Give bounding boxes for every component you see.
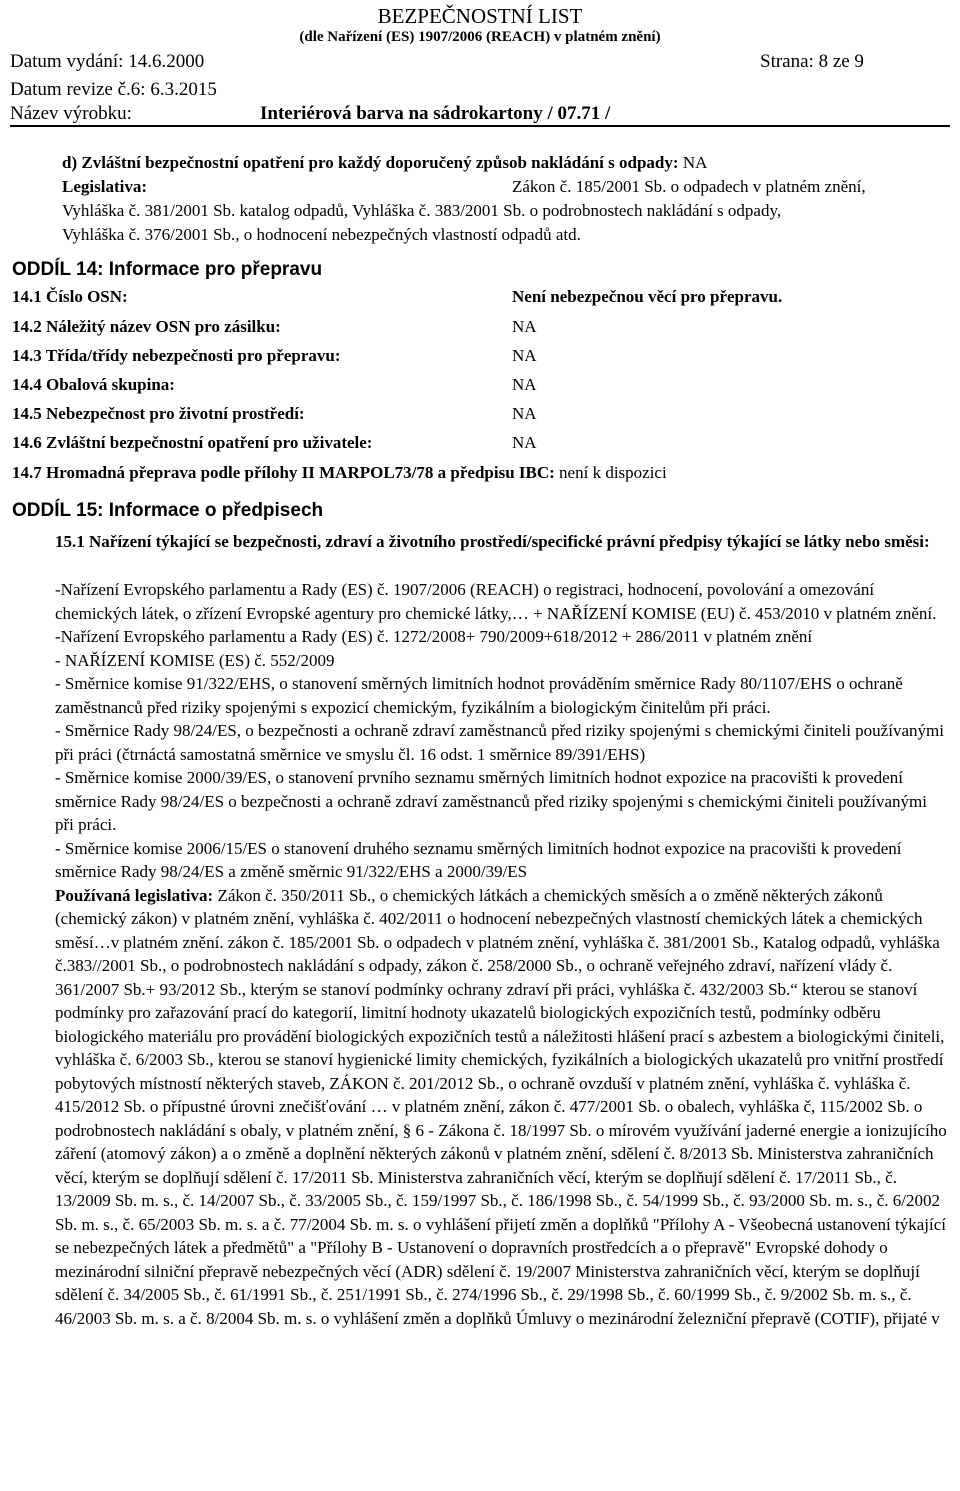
transport-row-value: NA [512,433,537,452]
legislation-value: Zákon č. 185/2001 Sb. o odpadech v platném znění, [512,177,866,196]
document-subtitle: (dle Nařízení (ES) 1907/2006 (REACH) v platném znění) [299,29,661,45]
regulation-paragraph: - Směrnice komise 2006/15/ES o stanovení druhého seznamu směrných limitních hodnot expozice na pracovišti k provedení směrnice Rady 98/24/ES a změně směrnic 91/322/EHS a 2000/39/ES [55,838,902,881]
used-legislation-text: Zákon č. 350/2011 Sb., o chemických látkách a chemických směsích a o změně některých zákonů (chemický zákon) v platném znění, vyhláška č. 402/2011 o hodnocení nebezpečných vlastností chemických látek a chemických směsí…v platném znění. zákon č. 185/2001 Sb. o odpadech v platném znění, vyhláška č. 381/2001 Sb., Katalog odpadů, vyhláška č.383//2001 Sb., o podrobnostech nakládání s odpady, zákon č. 258/2000 Sb., o ochraně veřejného zdraví, nařízení vlády č. 361/2007 Sb.+ 93/2012 Sb., kterým se stanoví podmínky ochrany zdraví při práci, vyhláška č. 432/2003 Sb.“ kterou se stanoví podmínky pro zařazování prací do kategorií, limitní hodnoty ukazatelů biologických expozičních testů, podmínky odběru biologického materiálu pro provádění biologických expozičních testů a náležitosti hlášení prací s azbestem a biologickými činiteli, vyhláška č. 6/2003 Sb., kterou se stanoví hygienické limity chemických, fyzikálních a biologických ukazatelů pro vnitřní prostředí pobytových místností některých staveb, ZÁKON č. 201/2012 Sb., o ochraně ovzduší v platném znění, vyhláška č. vyhláška č. 415/2012 Sb. o přípustné úrovni znečišťování … v platném znění, zákon č. 477/2001 Sb. o obalech, vyhláška č, 115/2002 Sb. o podrobnostech nakládání s obaly, v platném znění, § 6 - Zákona č. 18/1997 Sb. o mírovém využívání jaderné energie a ionizujícího záření (atomový zákon) a o změně a doplnění některých zákonů v platném znění, sdělení č. 8/2013 Sb. Ministerstva zahraničních věcí, kterým se doplňují sdělení č. 17/2011 Sb. Ministerstva zahraničních věcí, kterým se doplňují sdělení č. 17/2011 Sb., č. 13/2009 Sb. m. s., č. 14/2007 Sb., č. 33/2005 Sb., č. 159/1997 Sb., č. 186/1998 Sb., č. 54/1999 Sb., č. 93/2000 Sb. m. s., č. 6/2002 Sb. m. s., č. 65/2003 Sb. m. s. a č. 77/2004 Sb. m. s. o vyhlášení přijetí změn a doplňků "Přílohy A - Všeobecná ustanovení týkající se nebezpečných látek a předmětů" a "Přílohy B - Ustanovení o dopravních prostředcích a o přepravě" Evropské dohody o mezinárodní silniční přepravě nebezpečných věcí (ADR) sdělení č. 19/2007 Ministerstva zahraničních věcí, kterým se doplňují sdělení č. 34/2005 Sb., č. 61/1991 Sb., č. 251/1991 Sb., č. 274/1996 Sb., č. 29/1998 Sb., č. 60/1999 Sb., č. 9/2002 Sb. m. s., č. 46/2003 Sb. m. s. a č. 8/2004 Sb. m. s. o vyhlášení změn a doplňků Úmluvy o mezinárodní železniční přepravě (COTIF), přijaté v [55,885,947,1328]
regulation-paragraph: - Směrnice Rady 98/24/ES, o bezpečnosti a ochraně zdraví zaměstnanců před riziky spojenými s chemickými činiteli používanými při práci (čtrnáctá samostatná směrnice ve smyslu čl. 16 odst. 1 směrnice 89/391/EHS) [55,721,944,764]
transport-row-value: NA [512,404,537,423]
revision-date: Datum revize č.6: 6.3.2015 [10,79,217,100]
transport-row-value: NA [512,346,537,365]
regulation-paragraph: -Nařízení Evropského parlamentu a Rady (ES) č. 1907/2006 (REACH) o registraci, hodnocení, povolování a omezování chemických látek, o zřízení Evropské agentury pro chemické látky,… + NAŘÍZENÍ KOMISE (EU) č. 453/2010 v platném znění. [55,580,937,623]
header-divider [10,125,950,127]
transport-row-label: 14.1 Číslo OSN: [12,287,128,306]
legislation-line-2: Vyhláška č. 381/2001 Sb. katalog odpadů, Vyhláška č. 383/2001 Sb. o podrobnostech nakládání s odpady, [62,201,782,220]
legislation-label: Legislativa: [62,177,147,196]
waste-measures-row [62,152,707,174]
header-revision-row [10,79,950,101]
waste-measures-label: d) Zvláštní bezpečnostní opatření pro každý doporučený způsob nakládání s odpady: [62,153,679,172]
page-number: Strana: 8 ze 9 [760,51,864,72]
used-legislation [55,884,950,1331]
product-name: Interiérová barva na sádrokartony / 07.71 / [260,103,611,124]
regulations-sublabel: 15.1 Nařízení týkající se bezpečnosti, zdraví a životního prostředí/specifické právní předpisy týkající se látky nebo směsi: [55,532,930,551]
transport-row-value: NA [512,375,537,394]
marpol-value: není k dispozici [559,463,667,482]
section-15-heading: ODDÍL 15: Informace o předpisech [12,500,324,521]
marpol-label: 14.7 Hromadná přeprava podle přílohy II MARPOL73/78 a předpisu IBC: [12,463,555,482]
legislation-line-3: Vyhláška č. 376/2001 Sb., o hodnocení nebezpečných vlastností odpadů atd. [62,225,581,244]
used-legislation-label: Používaná legislativa: [55,885,214,905]
regulations-body [55,578,950,1330]
header-product-row [10,103,950,125]
document-title: BEZPEČNOSTNÍ LIST [377,4,583,28]
regulation-paragraph: - Směrnice komise 2000/39/ES, o stanovení prvního seznamu směrných limitních hodnot expozice na pracovišti k provedení směrnice Rady 98/24/ES o bezpečnosti a ochraně zdraví zaměstnanců před riziky spojenými s chemickými činiteli používanými při práci. [55,768,927,834]
regulation-paragraph: - NAŘÍZENÍ KOMISE (ES) č. 552/2009 [55,650,335,670]
transport-row-label: 14.6 Zvláštní bezpečnostní opatření pro uživatele: [12,433,373,452]
product-label: Název výrobku: [10,103,132,124]
regulation-paragraph: -Nařízení Evropského parlamentu a Rady (ES) č. 1272/2008+ 790/2009+618/2012 + 286/2011 v platném znění [55,627,813,646]
transport-row-label: 14.2 Náležitý název OSN pro zásilku: [12,317,281,336]
header-issue-row [10,51,950,73]
transport-row-value: NA [512,317,537,336]
transport-row-label: 14.3 Třída/třídy nebezpečnosti pro přepravu: [12,346,341,365]
transport-row-value: Není nebezpečnou věcí pro přepravu. [512,287,783,306]
waste-measures-value: NA [682,153,708,172]
issue-date: Datum vydání: 14.6.2000 [10,51,205,72]
marpol-row [12,462,667,484]
regulation-paragraph: - Směrnice komise 91/322/EHS, o stanovení směrných limitních hodnot prováděním směrnice Rady 80/1107/EHS o ochraně zaměstnanců před riziky spojenými s expozicí chemickým, fyzikálním a biologickým činitelům při práci. [55,674,903,717]
transport-row-label: 14.4 Obalová skupina: [12,375,175,394]
transport-row-label: 14.5 Nebezpečnost pro životní prostředí: [12,404,305,423]
section-14-heading: ODDÍL 14: Informace pro přepravu [12,259,323,280]
